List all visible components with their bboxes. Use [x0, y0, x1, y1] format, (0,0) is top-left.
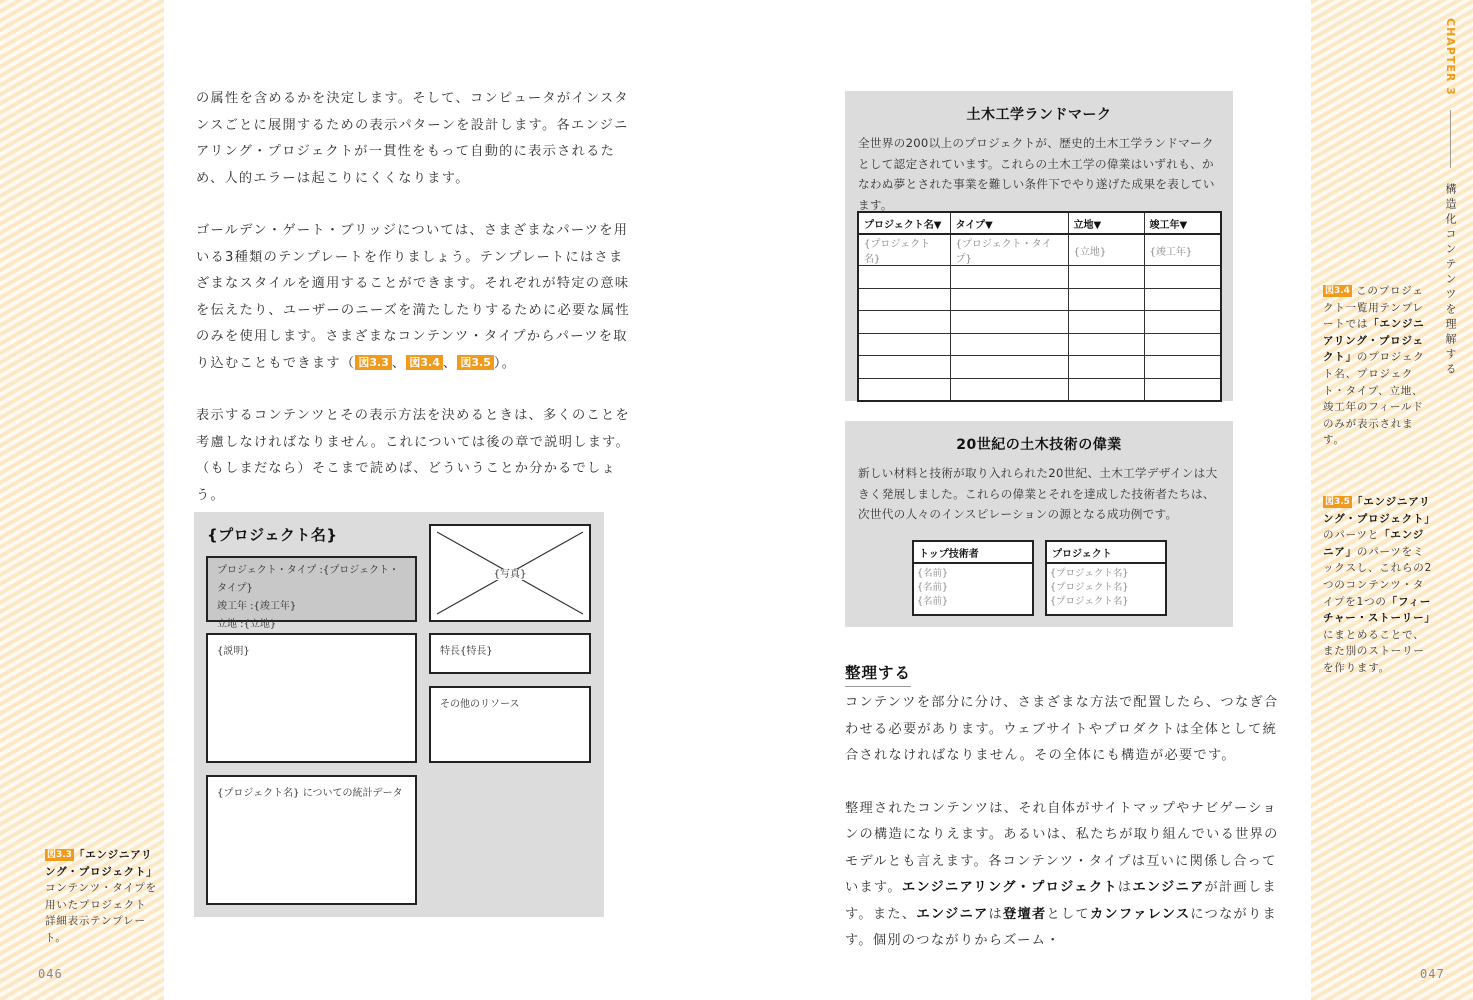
- table-cell: [950, 311, 1068, 334]
- table-cell: [1144, 333, 1221, 356]
- paragraph: [845, 796, 1285, 955]
- chapter-running-head: [1442, 18, 1458, 378]
- table-cell: [1068, 333, 1144, 356]
- caption-3-3: [45, 847, 157, 947]
- table-cell: [950, 356, 1068, 379]
- photo-placeholder: [429, 524, 591, 622]
- emphasis: エンジニア: [916, 906, 989, 922]
- table-cell: [950, 266, 1068, 289]
- table-body: [858, 234, 1221, 401]
- caption-bold: 「エンジニア」: [1323, 529, 1425, 558]
- project-list-table: [857, 211, 1222, 402]
- figure-3-3-detail-template: [194, 512, 604, 917]
- template-project-title: {プロジェクト名}: [207, 526, 338, 544]
- list-item: {名前}: [917, 582, 949, 593]
- table-cell: [858, 266, 950, 289]
- caption-text: このプロジェクト一覧用テンプレートでは: [1323, 285, 1424, 331]
- column-header-type[interactable]: タイプ▼: [950, 212, 1068, 234]
- paragraph: 表示するコンテンツとその表示方法を決めるときは、多くのことを考慮しなければなりません。これについては後の章で説明します。（もしまだなら）そこまで読めば、どういうことか分かるでしょう。: [196, 408, 631, 503]
- caption-text: のパーツと: [1323, 529, 1380, 542]
- table-cell: {竣工年}: [1144, 234, 1221, 266]
- table-cell: [1144, 266, 1221, 289]
- paragraph: [196, 218, 632, 377]
- projects-box: [1045, 540, 1167, 616]
- separator: 、: [442, 355, 458, 371]
- box-header: プロジェクト: [1047, 542, 1165, 564]
- description-box: [206, 633, 417, 763]
- paragraph-text: は: [988, 906, 1003, 922]
- caption-figure-ref: 図3.3: [47, 850, 72, 860]
- figure-ref-3-4[interactable]: 図3.4: [406, 355, 443, 370]
- paragraph-text: 整理されたコンテンツは、それ自体がサイトマップやナビゲーションの構造になりえます。あるいは、私たちが取り組んでいる世界のモデルとも言えます。各コンテンツ・タイプは互いに関係し合っています。: [845, 800, 1279, 895]
- figure-title: 20世紀の土木技術の偉業: [956, 437, 1122, 453]
- column-header-location[interactable]: 立地▼: [1068, 212, 1144, 234]
- feature-label: 特長{特長}: [440, 646, 493, 657]
- table-row: [858, 311, 1221, 334]
- feature-box: [429, 633, 591, 674]
- separator: 、: [391, 355, 407, 371]
- table-cell: {プロジェクト名}: [858, 234, 950, 266]
- figure-3-5-feature-story: [845, 421, 1233, 627]
- box-header: トップ技術者: [914, 542, 1032, 564]
- list-item: {プロジェクト名}: [1050, 582, 1129, 593]
- caption-bold: 「フィーチャー・ストーリー」: [1323, 595, 1436, 625]
- caption-text: コンテンツ・タイプを用いたプロジェクト詳細表示テンプレート。: [45, 882, 157, 944]
- paragraph-text: ゴールデン・ゲート・ブリッジについては、さまざまなパーツを用いる3種類のテンプレートを作りましょう。テンプレートにはさまざまなスタイルを適用することができます。それぞれが特定の意味を伝えたり、ユーザーのニーズを満たしたりするために必要な属性のみを使用します。さまざまなコンテンツ・タイプからパーツを取り込むこともできます（: [196, 223, 630, 371]
- description-label: {説明}: [217, 646, 250, 657]
- table-cell: [1068, 378, 1144, 401]
- table-header-row: [858, 212, 1221, 234]
- left-body-text: [196, 86, 632, 535]
- meta-line: 立地 :{立地}: [217, 619, 277, 630]
- table-cell: [1144, 356, 1221, 379]
- table-cell: [1068, 311, 1144, 334]
- table-cell: [950, 378, 1068, 401]
- section-heading: 整理する: [845, 661, 911, 687]
- right-body-text: [845, 690, 1285, 981]
- caption-bold: 「エンジニアリング・プロジェクト」: [1323, 318, 1425, 364]
- paragraph: の属性を含めるかを決定します。そして、コンピュータがインスタンスごとに展開するための表示パターンを設計します。各エンジニアリング・プロジェクトが一貫性をもって自動的に表示されるため、人的エラーは起こりにくくなります。: [196, 91, 629, 186]
- meta-line: 竣工年 :{竣工年}: [217, 601, 297, 612]
- table-cell: [858, 311, 950, 334]
- figure-ref-3-3[interactable]: 図3.3: [355, 355, 392, 370]
- table-row: [858, 234, 1221, 266]
- table-cell: [950, 333, 1068, 356]
- table-cell: [950, 288, 1068, 311]
- paragraph-text: ）。: [493, 355, 517, 371]
- caption-text: のパーツをミックスし、これらの2つのコンテンツ・タイプを1つの: [1323, 545, 1433, 608]
- emphasis: エンジニア: [1132, 880, 1205, 895]
- figure-title: 土木工学ランドマーク: [966, 107, 1112, 123]
- list-item: {プロジェクト名}: [1050, 596, 1129, 607]
- paragraph-text: として: [1046, 906, 1090, 922]
- caption-bold: 「エンジニアリング・プロジェクト」: [45, 849, 158, 878]
- list-item: {名前}: [917, 596, 949, 607]
- page-number-right: 047: [1420, 967, 1445, 981]
- table-cell: [1068, 288, 1144, 311]
- resources-label: その他のリソース: [440, 699, 520, 710]
- table-cell: [1144, 288, 1221, 311]
- table-cell: {プロジェクト・タイプ}: [950, 234, 1068, 266]
- table-cell: {立地}: [1068, 234, 1144, 266]
- table-cell: [858, 356, 950, 379]
- table-row: [858, 378, 1221, 401]
- figure-ref-3-5[interactable]: 図3.5: [457, 355, 494, 370]
- photo-label: {写真}: [491, 569, 530, 580]
- caption-3-4: [1323, 283, 1433, 449]
- table-cell: [1068, 266, 1144, 289]
- photo-label-wrap: [431, 566, 589, 584]
- caption-3-5: [1323, 494, 1436, 677]
- figure-3-4-list-template: [845, 91, 1233, 401]
- list-item: {名前}: [917, 568, 949, 579]
- meta-line: プロジェクト・タイプ :{プロジェクト・タイプ}: [217, 565, 400, 594]
- emphasis: カンファレンス: [1089, 906, 1191, 922]
- table-cell: [1068, 356, 1144, 379]
- paragraph-text: につながります。個別のつながりからズーム・: [845, 906, 1278, 948]
- table-cell: [858, 288, 950, 311]
- table-row: [858, 356, 1221, 379]
- table-cell: [858, 333, 950, 356]
- paragraph: コンテンツを部分に分け、さまざまな方法で配置したら、つなぎ合わせる必要があります。ウェブサイトやプロダクトは全体として統合されなければなりません。その全体にも構造が必要です。: [845, 695, 1279, 763]
- emphasis: エンジニアリング・プロジェクト: [901, 880, 1118, 895]
- chapter-label: CHAPTER 3: [1444, 18, 1457, 96]
- table-row: [858, 266, 1221, 289]
- top-engineers-box: [912, 540, 1034, 616]
- caption-figure-ref: 図3.4: [1325, 286, 1350, 296]
- caption-figure-ref: 図3.5: [1325, 497, 1350, 507]
- caption-text: にまとめることで、また別のストーリーを作ります。: [1323, 628, 1425, 674]
- table-cell: [858, 378, 950, 401]
- chapter-divider: [1450, 110, 1451, 168]
- column-header-project-name[interactable]: プロジェクト名▼: [858, 212, 950, 234]
- paragraph-text: が計画します。また、: [845, 880, 1277, 922]
- resources-box: [429, 686, 591, 763]
- table-row: [858, 288, 1221, 311]
- project-meta-box: [206, 556, 417, 630]
- figure-description: 全世界の200以上のプロジェクトが、歴史的土木工学ランドマークとして認定されています。これらの土木工学の偉業はいずれも、かなわぬ夢とされた事業を難しい条件下でやり遂げた成果を表しています。: [858, 136, 1215, 212]
- caption-text: のプロジェクト名、プロジェクト・タイプ、立地、竣工年のフィールドのみが表示されます。: [1323, 351, 1425, 447]
- list-item: {プロジェクト名}: [1050, 568, 1129, 579]
- stats-label: {プロジェクト名} についての統計データ: [217, 788, 403, 799]
- stats-box: [206, 775, 417, 905]
- table-row: [858, 333, 1221, 356]
- table-cell: [1144, 311, 1221, 334]
- figure-description: 新しい材料と技術が取り入れられた20世紀、土木工学デザインは大きく発展しました。これらの偉業とそれを達成した技術者たちは、次世代の人々のインスピレーションの源となる成功例です。: [858, 466, 1218, 521]
- chapter-title: 構造化コンテンツを理解する: [1444, 182, 1457, 378]
- table-cell: [1144, 378, 1221, 401]
- emphasis: 登壇者: [1003, 906, 1047, 922]
- column-header-year[interactable]: 竣工年▼: [1144, 212, 1221, 234]
- paragraph-text: は: [1117, 880, 1133, 895]
- caption-bold: 「エンジニアリング・プロジェクト」: [1323, 496, 1436, 525]
- page-number-left: 046: [38, 967, 63, 981]
